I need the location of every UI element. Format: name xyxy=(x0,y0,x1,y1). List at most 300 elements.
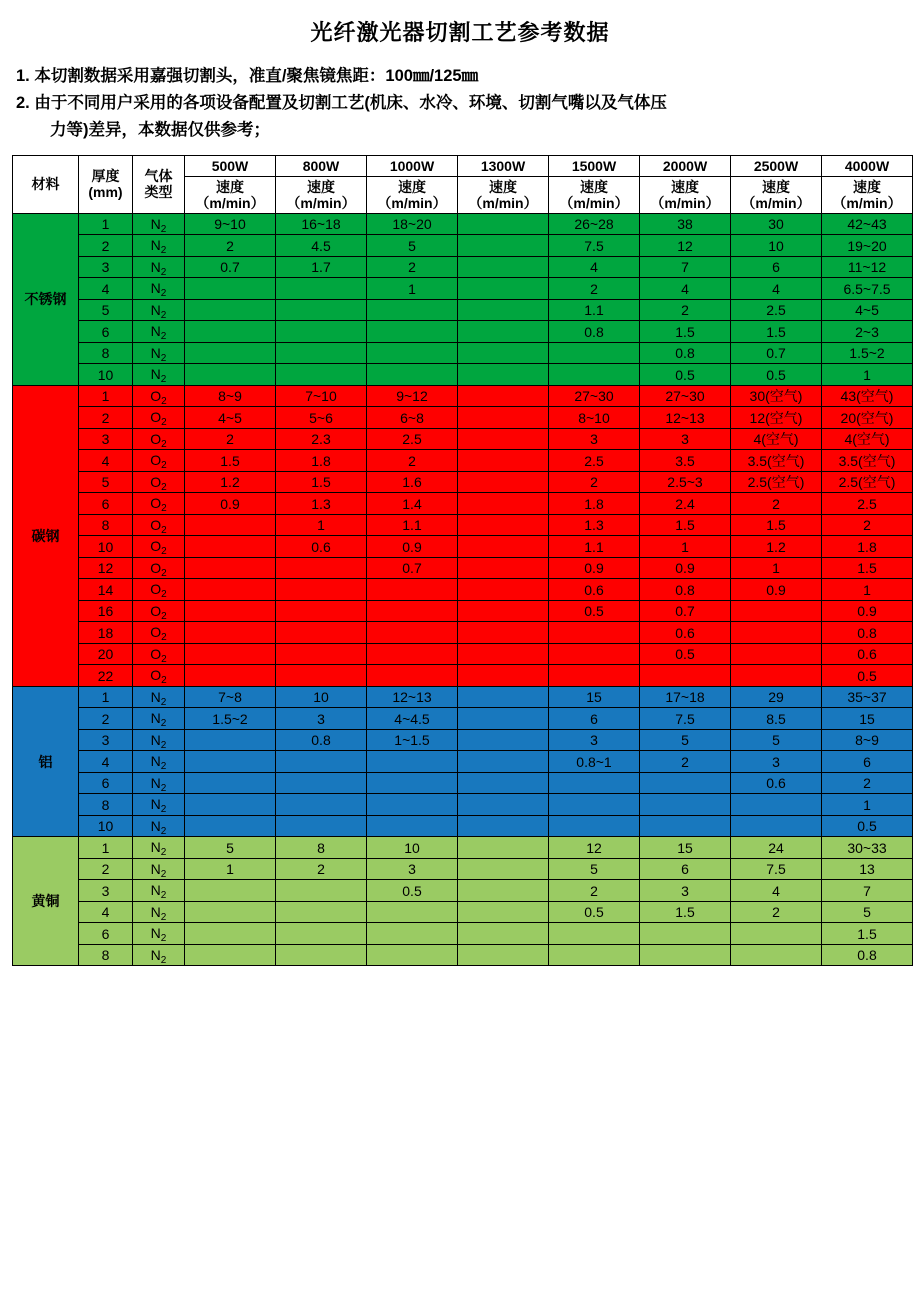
speed-cell: 7.5 xyxy=(549,235,640,257)
speed-cell xyxy=(458,514,549,536)
speed-cell: 0.9 xyxy=(822,600,913,622)
speed-label: 速度 xyxy=(853,178,881,195)
speed-cell: 38 xyxy=(640,213,731,235)
speed-label: 速度 xyxy=(398,178,426,195)
speed-cell: 6 xyxy=(731,256,822,278)
speed-cell xyxy=(549,794,640,816)
gas-type-cell: $O_2$ xyxy=(133,471,185,493)
speed-cell xyxy=(549,622,640,644)
speed-cell: 0.6 xyxy=(640,622,731,644)
thickness-cell: 10 xyxy=(79,815,133,837)
speed-cell: 2 xyxy=(367,450,458,472)
speed-cell xyxy=(458,923,549,945)
header-power-500w: 500W xyxy=(185,155,276,176)
header-power-4000w: 4000W xyxy=(822,155,913,176)
speed-cell xyxy=(367,794,458,816)
speed-cell xyxy=(458,708,549,730)
speed-cell: 6.5~7.5 xyxy=(822,278,913,300)
speed-cell xyxy=(458,321,549,343)
speed-cell: 8~10 xyxy=(549,407,640,429)
speed-cell xyxy=(549,923,640,945)
material-cell: 黄铜 xyxy=(13,837,79,966)
speed-cell: 0.7 xyxy=(731,342,822,364)
speed-cell: 26~28 xyxy=(549,213,640,235)
speed-cell: 0.6 xyxy=(822,643,913,665)
speed-cell: 1.1 xyxy=(549,536,640,558)
speed-cell: 42~43 xyxy=(822,213,913,235)
speed-cell: 1.8 xyxy=(549,493,640,515)
thickness-cell: 2 xyxy=(79,407,133,429)
speed-cell: 1.1 xyxy=(367,514,458,536)
speed-cell xyxy=(276,815,367,837)
gas-type-cell: $O_2$ xyxy=(133,428,185,450)
speed-cell: 1.3 xyxy=(276,493,367,515)
speed-cell: 2 xyxy=(276,858,367,880)
thickness-cell: 20 xyxy=(79,643,133,665)
speed-cell xyxy=(458,579,549,601)
speed-cell xyxy=(367,643,458,665)
speed-cell: 7~10 xyxy=(276,385,367,407)
speed-cell xyxy=(367,364,458,386)
speed-cell xyxy=(549,772,640,794)
gas-type-cell: $N_2$ xyxy=(133,235,185,257)
speed-label: 速度 xyxy=(307,178,335,195)
speed-cell: 30~33 xyxy=(822,837,913,859)
speed-cell: 7 xyxy=(822,880,913,902)
speed-cell xyxy=(458,385,549,407)
speed-cell xyxy=(458,643,549,665)
speed-cell xyxy=(185,923,276,945)
thickness-cell: 12 xyxy=(79,557,133,579)
speed-cell xyxy=(731,622,822,644)
speed-cell xyxy=(185,815,276,837)
gas-type-cell: $N_2$ xyxy=(133,794,185,816)
speed-cell: 19~20 xyxy=(822,235,913,257)
thickness-cell: 16 xyxy=(79,600,133,622)
table-row xyxy=(13,428,913,450)
thickness-cell: 8 xyxy=(79,944,133,966)
gas-type-cell: $O_2$ xyxy=(133,600,185,622)
table-row xyxy=(13,686,913,708)
speed-cell: 12 xyxy=(549,837,640,859)
table-row xyxy=(13,514,913,536)
thickness-cell: 6 xyxy=(79,321,133,343)
speed-cell xyxy=(185,579,276,601)
speed-cell xyxy=(458,450,549,472)
gas-type-cell: $O_2$ xyxy=(133,643,185,665)
speed-cell: 6~8 xyxy=(367,407,458,429)
speed-cell: 1.5~2 xyxy=(185,708,276,730)
speed-cell xyxy=(276,299,367,321)
table-row xyxy=(13,278,913,300)
speed-cell: 27~30 xyxy=(549,385,640,407)
speed-cell: 1.5 xyxy=(822,557,913,579)
speed-cell: 2 xyxy=(367,256,458,278)
speed-cell xyxy=(185,729,276,751)
speed-cell: 5 xyxy=(367,235,458,257)
speed-cell: 2.5~3 xyxy=(640,471,731,493)
thickness-cell: 6 xyxy=(79,493,133,515)
speed-cell xyxy=(185,901,276,923)
speed-cell xyxy=(458,213,549,235)
speed-unit: （m/min） xyxy=(832,194,902,211)
speed-cell: 7.5 xyxy=(640,708,731,730)
note-1: 1. 本切割数据采用嘉强切割头，准直/聚焦镜焦距：100㎜/125㎜ xyxy=(16,67,479,85)
speed-cell: 4~5 xyxy=(822,299,913,321)
speed-cell: 2 xyxy=(731,901,822,923)
speed-cell: 2.5(空气) xyxy=(731,471,822,493)
gas-type-cell: $N_2$ xyxy=(133,321,185,343)
thickness-cell: 4 xyxy=(79,901,133,923)
header-speed-4000w xyxy=(822,176,913,213)
table-row xyxy=(13,923,913,945)
material-cell: 不锈钢 xyxy=(13,213,79,385)
speed-cell: 12 xyxy=(640,235,731,257)
speed-cell: 8.5 xyxy=(731,708,822,730)
speed-cell: 35~37 xyxy=(822,686,913,708)
speed-cell: 0.5 xyxy=(731,364,822,386)
speed-unit: （m/min） xyxy=(559,194,629,211)
header-speed-1300w xyxy=(458,176,549,213)
speed-cell: 0.8~1 xyxy=(549,751,640,773)
gas-type-cell: $O_2$ xyxy=(133,514,185,536)
gas-type-cell: $N_2$ xyxy=(133,729,185,751)
gas-type-cell: $N_2$ xyxy=(133,944,185,966)
thickness-cell: 2 xyxy=(79,708,133,730)
header-speed-2500w xyxy=(731,176,822,213)
thickness-cell: 10 xyxy=(79,536,133,558)
speed-cell: 8 xyxy=(276,837,367,859)
speed-cell: 1.6 xyxy=(367,471,458,493)
speed-cell: 15 xyxy=(822,708,913,730)
gas-type-cell: $N_2$ xyxy=(133,772,185,794)
speed-cell: 0.6 xyxy=(276,536,367,558)
table-row xyxy=(13,880,913,902)
speed-cell: 2.5 xyxy=(822,493,913,515)
table-row xyxy=(13,751,913,773)
speed-cell: 2 xyxy=(640,751,731,773)
speed-unit: （m/min） xyxy=(286,194,356,211)
header-thickness-line2: (mm) xyxy=(88,184,123,201)
header-speed-800w xyxy=(276,176,367,213)
speed-cell xyxy=(276,342,367,364)
speed-cell: 3.5(空气) xyxy=(731,450,822,472)
speed-cell xyxy=(185,321,276,343)
speed-cell: 0.8 xyxy=(276,729,367,751)
speed-cell: 0.9 xyxy=(549,557,640,579)
header-gas-line1: 气体 xyxy=(144,168,173,185)
speed-cell: 0.5 xyxy=(640,364,731,386)
speed-cell xyxy=(185,944,276,966)
speed-cell xyxy=(458,622,549,644)
speed-cell xyxy=(731,794,822,816)
speed-cell: 3.5 xyxy=(640,450,731,472)
speed-cell: 9~12 xyxy=(367,385,458,407)
speed-cell: 16~18 xyxy=(276,213,367,235)
speed-cell: 10 xyxy=(731,235,822,257)
material-cell: 铝 xyxy=(13,686,79,837)
speed-cell: 27~30 xyxy=(640,385,731,407)
speed-cell: 1.5 xyxy=(276,471,367,493)
thickness-cell: 10 xyxy=(79,364,133,386)
header-speed-1500w xyxy=(549,176,640,213)
speed-cell: 1 xyxy=(185,858,276,880)
table-row xyxy=(13,256,913,278)
speed-cell: 3 xyxy=(549,729,640,751)
speed-cell: 5 xyxy=(731,729,822,751)
speed-cell: 12~13 xyxy=(640,407,731,429)
speed-cell: 6 xyxy=(549,708,640,730)
speed-cell: 4.5 xyxy=(276,235,367,257)
header-thickness-line1: 厚度 xyxy=(91,168,120,185)
speed-cell xyxy=(367,901,458,923)
speed-cell: 1.8 xyxy=(822,536,913,558)
speed-cell: 1.5 xyxy=(822,923,913,945)
speed-cell: 12~13 xyxy=(367,686,458,708)
speed-cell xyxy=(458,901,549,923)
thickness-cell: 18 xyxy=(79,622,133,644)
thickness-cell: 5 xyxy=(79,299,133,321)
speed-cell: 0.8 xyxy=(549,321,640,343)
gas-type-cell: $N_2$ xyxy=(133,364,185,386)
speed-cell: 1 xyxy=(822,364,913,386)
speed-cell xyxy=(731,923,822,945)
gas-type-cell: $O_2$ xyxy=(133,450,185,472)
gas-type-cell: $O_2$ xyxy=(133,536,185,558)
table-row xyxy=(13,729,913,751)
thickness-cell: 1 xyxy=(79,837,133,859)
table-row xyxy=(13,385,913,407)
speed-unit: （m/min） xyxy=(741,194,811,211)
gas-type-cell: $N_2$ xyxy=(133,256,185,278)
header-thickness xyxy=(79,155,133,213)
speed-cell xyxy=(458,944,549,966)
table-row xyxy=(13,708,913,730)
gas-type-cell: $N_2$ xyxy=(133,342,185,364)
speed-cell xyxy=(458,364,549,386)
thickness-cell: 1 xyxy=(79,213,133,235)
speed-cell: 0.7 xyxy=(640,600,731,622)
speed-cell: 24 xyxy=(731,837,822,859)
speed-cell: 2 xyxy=(822,514,913,536)
speed-cell: 7.5 xyxy=(731,858,822,880)
speed-cell xyxy=(458,729,549,751)
speed-cell: 0.7 xyxy=(367,557,458,579)
speed-cell: 1 xyxy=(731,557,822,579)
gas-type-cell: $N_2$ xyxy=(133,708,185,730)
speed-cell xyxy=(731,643,822,665)
header-power-2000w: 2000W xyxy=(640,155,731,176)
table-row xyxy=(13,665,913,687)
speed-cell xyxy=(549,815,640,837)
thickness-cell: 8 xyxy=(79,342,133,364)
thickness-cell: 22 xyxy=(79,665,133,687)
table-row xyxy=(13,235,913,257)
speed-cell xyxy=(458,428,549,450)
note-2: 2. 由于不同用户采用的各项设备配置及切割工艺(机床、水冷、环境、切割气嘴以及气体压 xyxy=(16,94,667,113)
speed-cell: 1.5~2 xyxy=(822,342,913,364)
speed-cell xyxy=(276,579,367,601)
speed-cell: 3 xyxy=(640,428,731,450)
speed-cell: 15 xyxy=(640,837,731,859)
speed-cell: 1.5 xyxy=(640,514,731,536)
speed-cell: 0.9 xyxy=(185,493,276,515)
gas-type-cell: $O_2$ xyxy=(133,579,185,601)
table-row xyxy=(13,622,913,644)
speed-cell: 2~3 xyxy=(822,321,913,343)
speed-unit: （m/min） xyxy=(650,194,720,211)
thickness-cell: 3 xyxy=(79,729,133,751)
speed-cell: 4 xyxy=(731,880,822,902)
speed-cell: 4 xyxy=(731,278,822,300)
speed-cell: 0.5 xyxy=(549,600,640,622)
speed-cell xyxy=(185,880,276,902)
header-speed-2000w xyxy=(640,176,731,213)
speed-cell: 13 xyxy=(822,858,913,880)
speed-cell xyxy=(276,643,367,665)
speed-unit: （m/min） xyxy=(377,194,447,211)
thickness-cell: 3 xyxy=(79,880,133,902)
speed-cell: 0.5 xyxy=(822,815,913,837)
speed-cell xyxy=(276,278,367,300)
table-row xyxy=(13,450,913,472)
speed-cell: 2.4 xyxy=(640,493,731,515)
speed-cell xyxy=(458,278,549,300)
table-row xyxy=(13,643,913,665)
gas-type-cell: $N_2$ xyxy=(133,299,185,321)
speed-cell xyxy=(458,880,549,902)
header-power-1300w: 1300W xyxy=(458,155,549,176)
speed-cell xyxy=(458,235,549,257)
speed-cell: 3 xyxy=(367,858,458,880)
speed-cell: 0.6 xyxy=(731,772,822,794)
speed-cell xyxy=(640,923,731,945)
speed-label: 速度 xyxy=(580,178,608,195)
table-row xyxy=(13,815,913,837)
speed-cell: 2 xyxy=(731,493,822,515)
speed-cell: 0.5 xyxy=(367,880,458,902)
speed-cell: 3 xyxy=(549,428,640,450)
speed-cell: 3 xyxy=(731,751,822,773)
speed-cell: 5 xyxy=(185,837,276,859)
thickness-cell: 6 xyxy=(79,923,133,945)
speed-cell: 1.5 xyxy=(640,901,731,923)
speed-cell: 2 xyxy=(185,428,276,450)
speed-cell: 1 xyxy=(640,536,731,558)
speed-cell xyxy=(458,342,549,364)
speed-cell: 2 xyxy=(822,772,913,794)
speed-cell xyxy=(185,772,276,794)
speed-cell: 0.5 xyxy=(640,643,731,665)
speed-cell: 18~20 xyxy=(367,213,458,235)
speed-cell xyxy=(549,643,640,665)
speed-label: 速度 xyxy=(671,178,699,195)
speed-cell xyxy=(549,944,640,966)
speed-cell: 29 xyxy=(731,686,822,708)
speed-cell: 0.9 xyxy=(731,579,822,601)
speed-cell xyxy=(367,600,458,622)
gas-type-cell: $N_2$ xyxy=(133,686,185,708)
table-row xyxy=(13,213,913,235)
header-power-1500w: 1500W xyxy=(549,155,640,176)
speed-cell xyxy=(367,923,458,945)
gas-type-cell: $O_2$ xyxy=(133,557,185,579)
speed-cell xyxy=(276,622,367,644)
table-row xyxy=(13,364,913,386)
speed-cell: 5 xyxy=(549,858,640,880)
speed-cell xyxy=(276,923,367,945)
table-row xyxy=(13,579,913,601)
speed-cell: 17~18 xyxy=(640,686,731,708)
speed-unit: （m/min） xyxy=(468,194,538,211)
thickness-cell: 5 xyxy=(79,471,133,493)
speed-cell: 0.7 xyxy=(185,256,276,278)
speed-cell: 1 xyxy=(822,794,913,816)
speed-cell xyxy=(276,557,367,579)
cutting-parameters-table xyxy=(12,155,913,967)
speed-cell: 3 xyxy=(640,880,731,902)
speed-cell xyxy=(185,751,276,773)
speed-cell: 3 xyxy=(276,708,367,730)
speed-cell: 0.5 xyxy=(549,901,640,923)
speed-label: 速度 xyxy=(762,178,790,195)
note-2-cont: 力等)差异，本数据仅供参考； xyxy=(50,121,270,140)
thickness-cell: 14 xyxy=(79,579,133,601)
gas-type-cell: $N_2$ xyxy=(133,901,185,923)
speed-cell: 2.5(空气) xyxy=(822,471,913,493)
speed-cell: 0.9 xyxy=(367,536,458,558)
speed-cell: 0.5 xyxy=(822,665,913,687)
speed-cell: 4~5 xyxy=(185,407,276,429)
header-speed-500w xyxy=(185,176,276,213)
speed-cell xyxy=(458,600,549,622)
speed-cell xyxy=(367,342,458,364)
speed-cell xyxy=(367,815,458,837)
header-power-800w: 800W xyxy=(276,155,367,176)
speed-label: 速度 xyxy=(216,178,244,195)
speed-cell xyxy=(458,299,549,321)
gas-type-cell: $N_2$ xyxy=(133,815,185,837)
table-row xyxy=(13,901,913,923)
speed-cell xyxy=(458,471,549,493)
speed-cell xyxy=(185,364,276,386)
thickness-cell: 2 xyxy=(79,858,133,880)
speed-cell: 1.2 xyxy=(731,536,822,558)
speed-cell: 2 xyxy=(549,471,640,493)
speed-cell xyxy=(185,557,276,579)
speed-cell: 1.5 xyxy=(731,321,822,343)
table-row xyxy=(13,837,913,859)
speed-cell: 1 xyxy=(276,514,367,536)
speed-cell xyxy=(640,665,731,687)
page-title: 光纤激光器切割工艺参考数据 xyxy=(310,20,610,45)
speed-cell: 1~1.5 xyxy=(367,729,458,751)
speed-cell xyxy=(458,665,549,687)
speed-cell xyxy=(185,536,276,558)
speed-cell xyxy=(458,815,549,837)
thickness-cell: 3 xyxy=(79,428,133,450)
speed-cell: 4 xyxy=(549,256,640,278)
speed-cell xyxy=(367,772,458,794)
speed-cell xyxy=(640,944,731,966)
thickness-cell: 4 xyxy=(79,751,133,773)
thickness-cell: 6 xyxy=(79,772,133,794)
table-body xyxy=(13,213,913,966)
speed-cell xyxy=(276,665,367,687)
speed-cell xyxy=(276,364,367,386)
speed-cell: 3.5(空气) xyxy=(822,450,913,472)
table-row xyxy=(13,772,913,794)
